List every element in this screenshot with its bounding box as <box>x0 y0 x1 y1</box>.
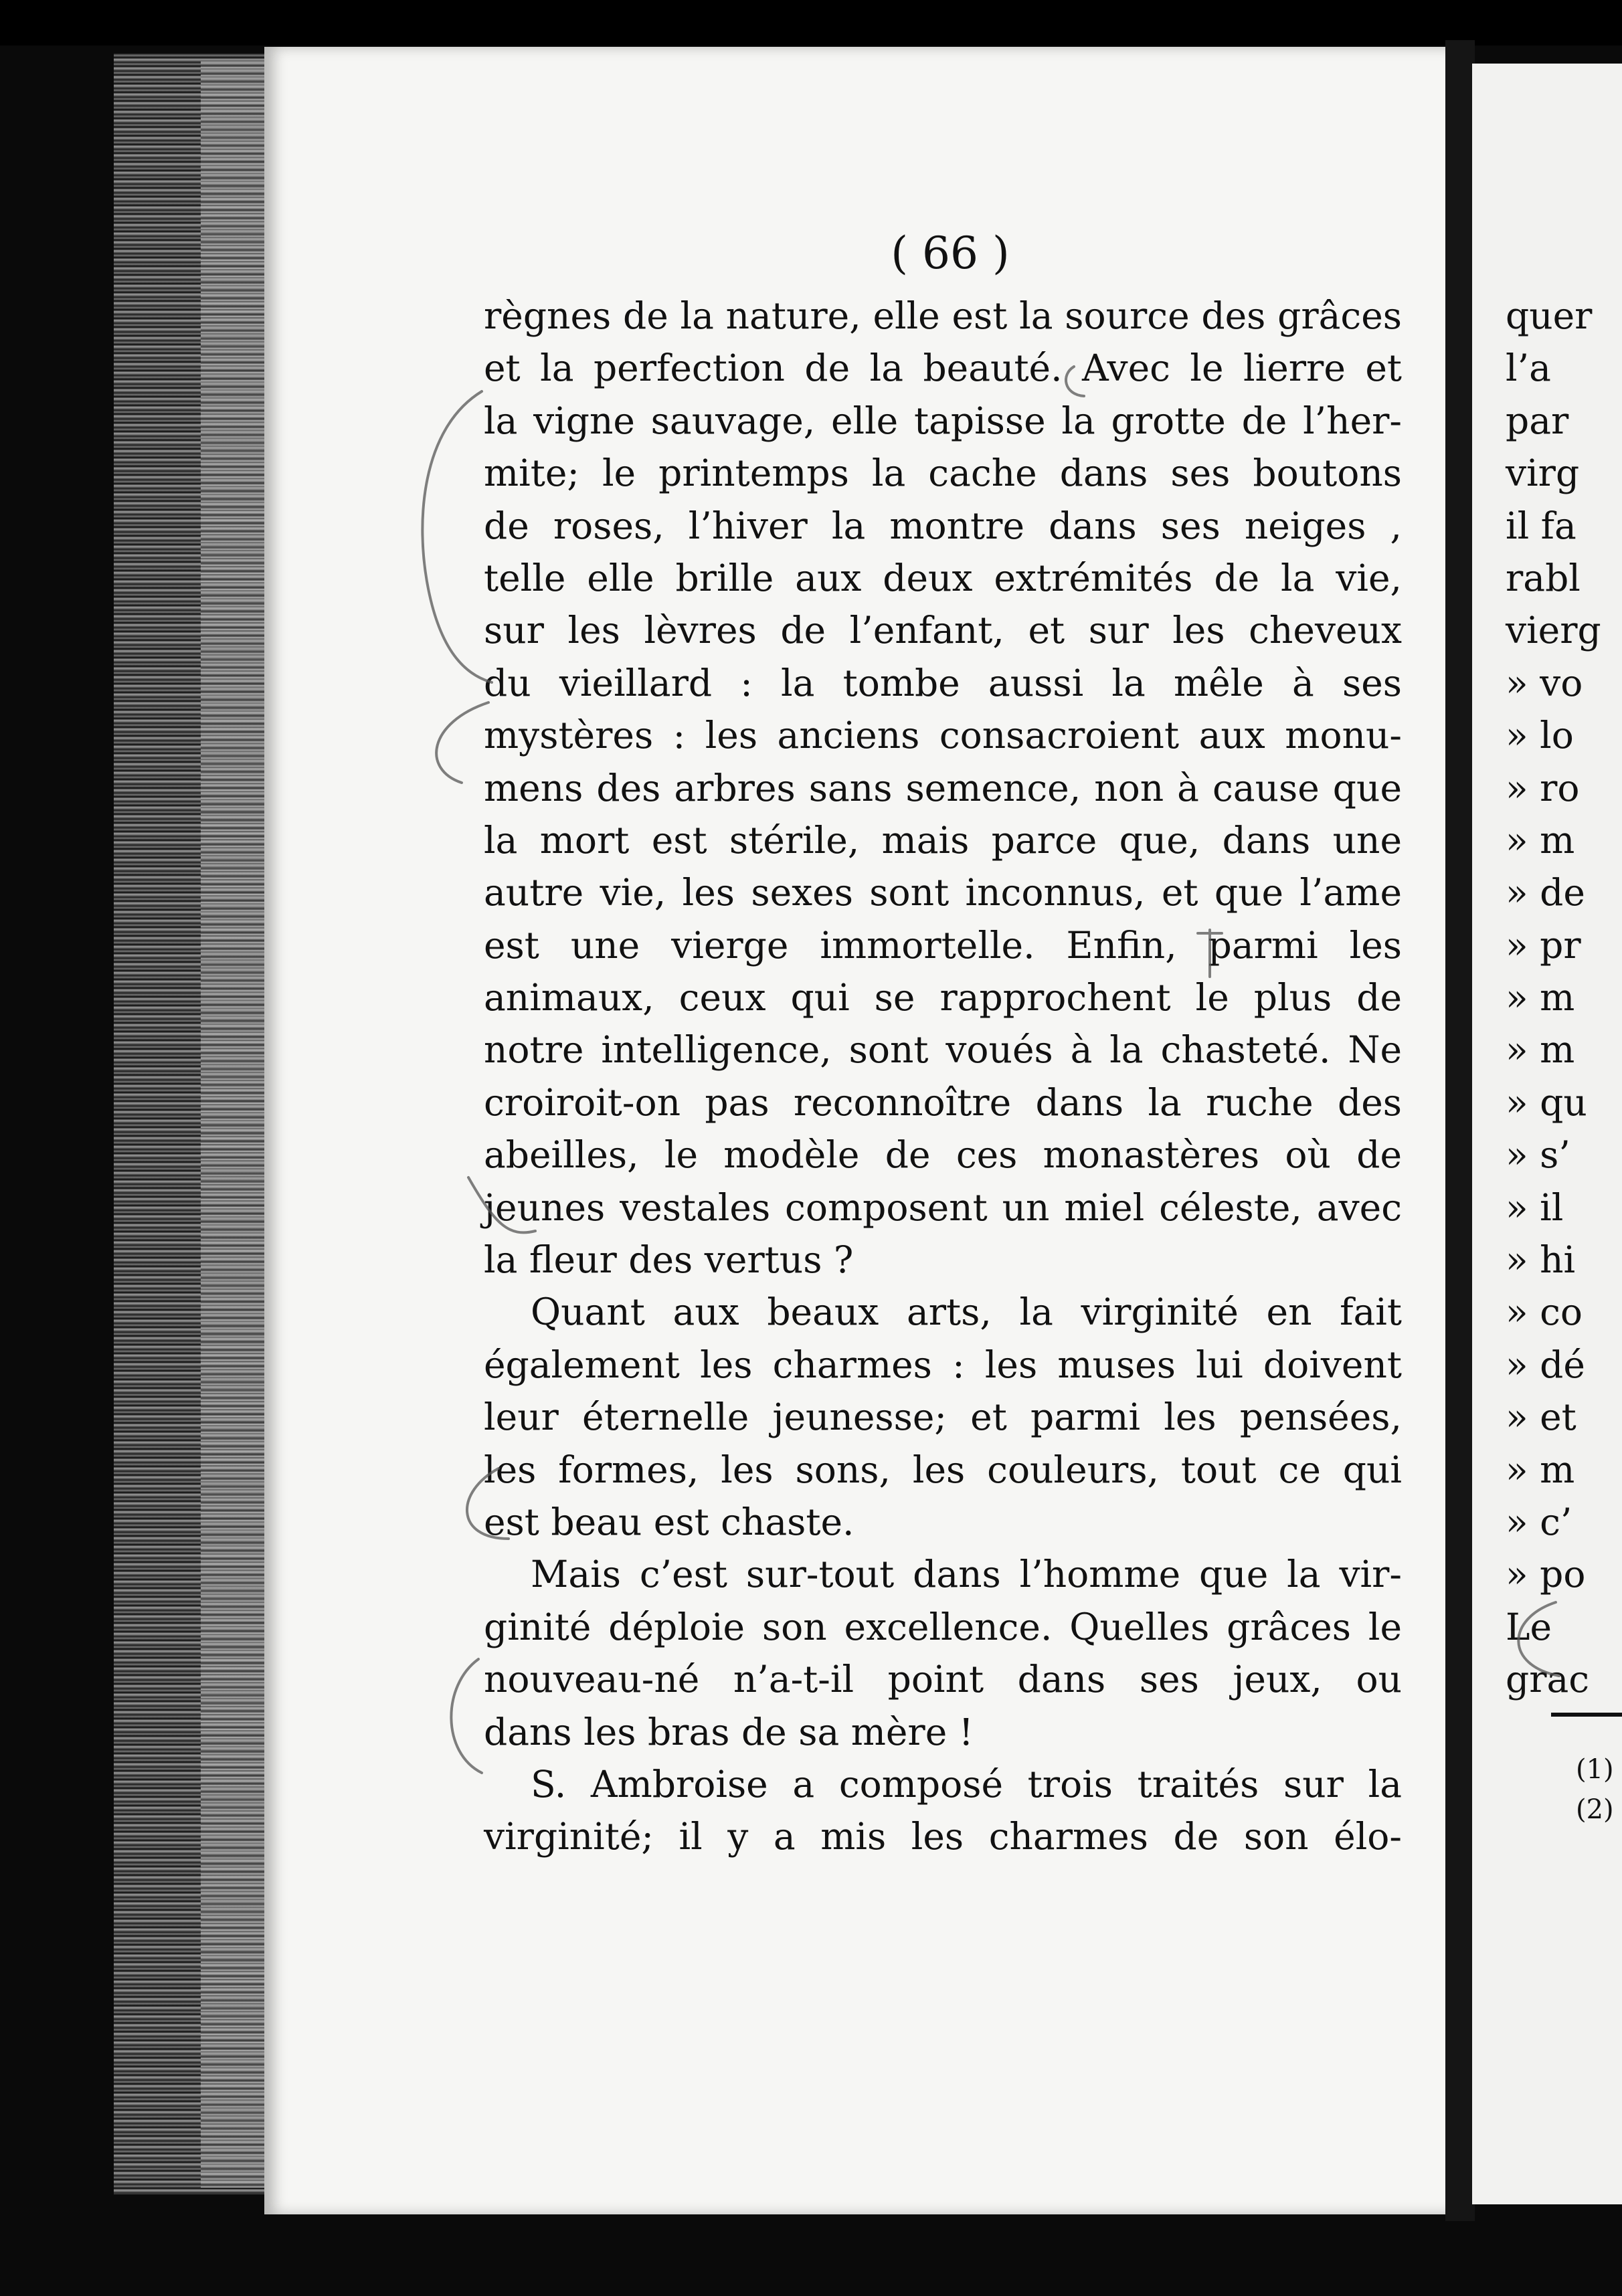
facing-text-line: » qu <box>1506 1080 1587 1124</box>
text-line: est beau est chaste. <box>484 1500 854 1543</box>
text-line: leur éternelle jeunesse; et parmi les pensées, <box>484 1396 1402 1439</box>
footnote-marker: (1) <box>1576 1754 1614 1785</box>
facing-text-line: quer <box>1506 294 1593 337</box>
text-line: mystères : les anciens consacroient aux monu- <box>484 714 1402 757</box>
facing-page-footnotes <box>1576 1749 1614 1830</box>
page-text <box>484 290 1402 1863</box>
text-line: jeunes vestales composent un miel céleste, avec <box>484 1185 1402 1229</box>
text-line: S. Ambroise a composé trois traités sur la <box>531 1762 1402 1806</box>
text-line: dans les bras de sa mère ! <box>484 1710 974 1753</box>
footnote-rule <box>1551 1713 1622 1717</box>
text-line: de roses, l’hiver la montre dans ses neiges , <box>484 504 1402 547</box>
facing-page-text <box>1506 290 1622 1706</box>
text-line: Mais c’est sur-tout dans l’homme que la vir- <box>531 1553 1402 1596</box>
book-page-edges <box>201 60 268 2188</box>
facing-text-line: grac <box>1506 1658 1590 1701</box>
text-line: autre vie, les sexes sont inconnus, et que l’ame <box>484 871 1402 915</box>
text-line: nouveau-né n’a-t-il point dans ses jeux, ou <box>484 1658 1402 1701</box>
text-line: Quant aux beaux arts, la virginité en fait <box>531 1290 1402 1334</box>
facing-text-line: virg <box>1506 452 1580 495</box>
facing-text-line: Le <box>1506 1605 1552 1648</box>
text-line: est une vierge immortelle. Enfin, parmi les <box>484 923 1402 967</box>
facing-text-line: » et <box>1506 1396 1576 1439</box>
facing-text-line: » vo <box>1506 661 1583 704</box>
text-line: animaux, ceux qui se rapprochent le plus de <box>484 976 1402 1020</box>
footnote-marker: (2) <box>1576 1794 1614 1825</box>
book-gutter <box>1445 40 1475 2221</box>
facing-text-line: il fa <box>1506 504 1576 547</box>
text-line: la vigne sauvage, elle tapisse la grotte de l’her- <box>484 399 1402 442</box>
facing-text-line: par <box>1506 399 1569 442</box>
facing-text-line: » c’ <box>1506 1500 1572 1543</box>
facing-text-line: » co <box>1506 1290 1583 1334</box>
text-line: et la perfection de la beauté. Avec le lierre et <box>484 347 1402 390</box>
text-line: croiroit-on pas reconnoître dans la ruche des <box>484 1080 1402 1124</box>
facing-text-line: » m <box>1506 818 1575 862</box>
text-line: ginité déploie son excellence. Quelles grâces le <box>484 1605 1402 1648</box>
facing-text-line: » lo <box>1506 714 1574 757</box>
facing-text-line: » pr <box>1506 923 1581 967</box>
text-line: du vieillard : la tombe aussi la mêle à ses <box>484 661 1402 704</box>
facing-text-line: rabl <box>1506 556 1581 599</box>
facing-text-line: » hi <box>1506 1238 1576 1282</box>
facing-text-line: » dé <box>1506 1343 1585 1386</box>
scan-top-border <box>0 0 1622 45</box>
facing-text-line: » s’ <box>1506 1133 1570 1177</box>
facing-text-line: » de <box>1506 871 1585 915</box>
text-line: notre intelligence, sont voués à la chasteté. Ne <box>484 1028 1402 1072</box>
text-line: virginité; il y a mis les charmes de son élo- <box>484 1815 1402 1858</box>
text-line: également les charmes : les muses lui doivent <box>484 1343 1402 1386</box>
facing-text-line: » m <box>1506 1028 1575 1072</box>
facing-text-line: » m <box>1506 1448 1575 1491</box>
facing-text-line: » ro <box>1506 766 1580 809</box>
text-line: les formes, les sons, les couleurs, tout ce qui <box>484 1448 1402 1491</box>
facing-text-line: » il <box>1506 1185 1564 1229</box>
text-line: mite; le printemps la cache dans ses boutons <box>484 452 1402 495</box>
page-number: ( 66 ) <box>891 227 1010 279</box>
text-line: abeilles, le modèle de ces monastères où de <box>484 1133 1402 1177</box>
facing-text-line: » po <box>1506 1553 1586 1596</box>
text-line: sur les lèvres de l’enfant, et sur les cheveux <box>484 609 1402 652</box>
text-line: règnes de la nature, elle est la source des grâces <box>484 294 1402 337</box>
text-line: la mort est stérile, mais parce que, dans une <box>484 818 1402 862</box>
facing-text-line: » m <box>1506 976 1575 1020</box>
text-line: mens des arbres sans semence, non à cause que <box>484 766 1402 809</box>
text-line: telle elle brille aux deux extrémités de la vie, <box>484 556 1402 599</box>
facing-text-line: l’a <box>1506 347 1551 390</box>
facing-text-line: vierg <box>1506 609 1601 652</box>
text-line: la fleur des vertus ? <box>484 1238 854 1282</box>
